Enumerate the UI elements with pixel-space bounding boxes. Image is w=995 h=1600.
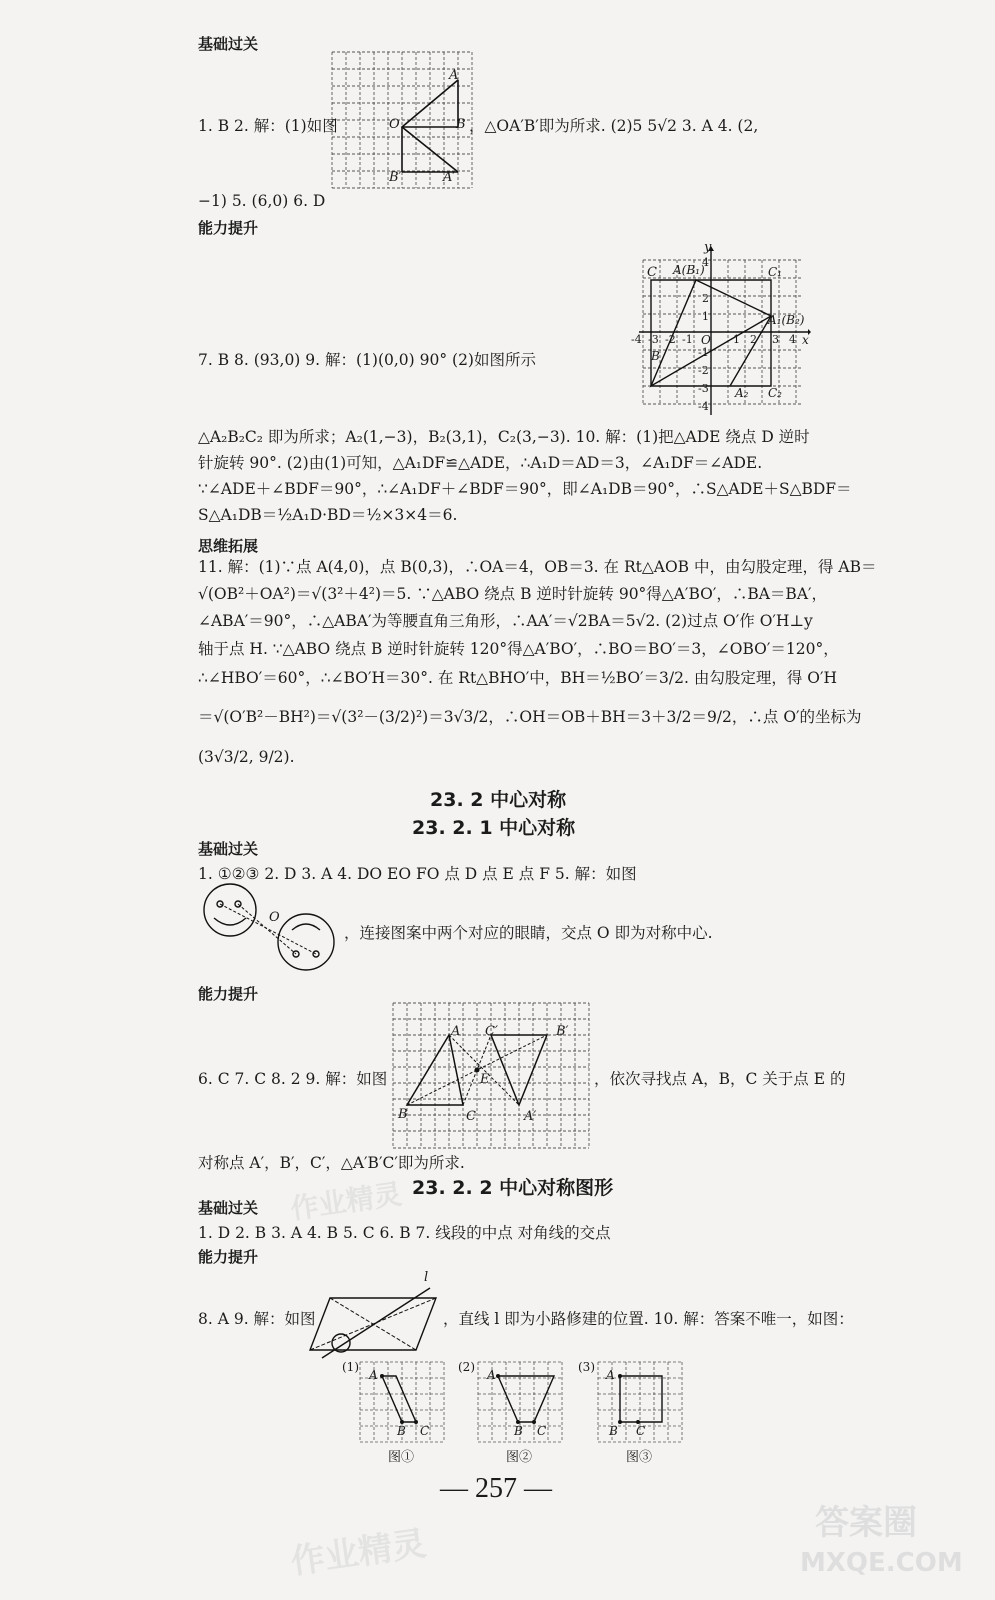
section-basic-2: 基础过关 — [198, 840, 259, 858]
section-title-23-2-2: 23. 2. 2 中心对称图形 — [412, 1177, 614, 1199]
fig1-label-o: O — [389, 117, 400, 132]
fig6-caption-2: 图② — [506, 1450, 533, 1465]
answer-line-2: −1) 5. (6,0) 6. D — [198, 192, 326, 210]
fig6-3-label-c: C — [636, 1424, 646, 1438]
fig6-2-label-a: A — [487, 1368, 496, 1382]
answer-line-13: ＝√(O′B²－BH²)＝√(3²－(3/2)²)＝3√3/2，∴OH＝OB＋BH＝3＋3/2＝9/2，∴点 O′的坐标为 — [198, 708, 862, 726]
fig4-label-a-prime: A′ — [524, 1109, 537, 1124]
answer-line-1: 1. B 2. 解：(1)如图 — [198, 117, 338, 135]
answer-line-20: 8. A 9. 解：如图 — [198, 1310, 316, 1328]
fig2-xtick: -4 — [631, 333, 642, 346]
fig2-ytick: -4 — [698, 400, 709, 413]
fig2-axis-x: x — [802, 333, 809, 347]
section-ability-2: 能力提升 — [198, 985, 259, 1003]
answer-line-17: 6. C 7. C 8. 2 9. 解：如图 — [198, 1070, 388, 1088]
section-ability-1: 能力提升 — [198, 219, 259, 237]
answer-line-5: 针旋转 90°. (2)由(1)可知，△A₁DF≌△ADE，∴A₁D＝AD＝3，∠A₁DF＝∠ADE. — [198, 454, 763, 472]
fig4-label-a: A — [451, 1024, 461, 1039]
fig4-label-c-prime: C′ — [485, 1024, 498, 1039]
fig6-caption-1: 图① — [388, 1450, 415, 1465]
fig2-label-c2: C₂ — [768, 386, 782, 400]
answer-line-14: (3√3/2, 9/2). — [198, 748, 295, 766]
answer-line-1b: ，△OA′B′即为所求. (2)5 5√2 3. A 4. (2, — [469, 117, 759, 135]
fig2-xtick: 4 — [789, 333, 796, 346]
fig2-ytick: 4 — [702, 256, 709, 269]
watermark-1: 作业精灵 — [288, 1177, 404, 1226]
fig2-ytick: -3 — [698, 382, 709, 395]
fig2-ytick: -2 — [698, 364, 709, 377]
fig2-label-c1: C₁ — [768, 265, 782, 279]
answer-line-18: 对称点 A′，B′，C′，△A′B′C′即为所求. — [198, 1154, 465, 1172]
fig6-2-label-c: C — [537, 1424, 547, 1438]
fig2-axis-y: y — [704, 240, 712, 255]
answer-line-17b: ，依次寻找点 A，B，C 关于点 E 的 — [594, 1070, 846, 1088]
section-title-23-2-1: 23. 2. 1 中心对称 — [412, 817, 576, 839]
answer-line-8: 11. 解：(1)∵点 A(4,0)，点 B(0,3)，∴OA＝4，OB＝3. 在 Rt△AOB 中，由勾股定理，得 AB＝ — [198, 558, 877, 576]
section-basic-1: 基础过关 — [198, 35, 259, 53]
answer-line-12: ∴∠HBO′＝60°，∴∠BO′H＝30°. 在 Rt△BHO′中，BH＝½BO′＝3/2. 由勾股定理，得 O′H — [198, 669, 838, 687]
fig2-ytick: 1 — [702, 310, 709, 323]
fig1-label-a: A — [449, 68, 459, 83]
fig2-label-o: O — [701, 333, 711, 347]
fig6-3-label-a: A — [606, 1368, 615, 1382]
fig2-ytick: -1 — [698, 346, 709, 359]
answer-line-6: ∵∠ADE＋∠BDF＝90°，∴∠A₁DF＋∠BDF＝90°，即∠A₁DB＝90°，∴S△ADE＋S△BDF＝ — [198, 480, 852, 498]
fig2-label-a1-b2: A₁(B₂) — [768, 313, 805, 327]
fig2-label-c: C — [647, 265, 657, 280]
fig6-1-label-c: C — [420, 1424, 430, 1438]
fig2-label-a2: A₂ — [735, 386, 749, 400]
figure-parallelogram-line — [308, 1278, 440, 1358]
watermark-logo-bottom: MXQE.COM — [800, 1548, 963, 1578]
section-basic-3: 基础过关 — [198, 1199, 259, 1217]
answer-line-7: S△A₁DB＝½A₁D·BD＝½×3×4＝6. — [198, 506, 458, 524]
answer-line-20b: ，直线 l 即为小路修建的位置. 10. 解：答案不唯一，如图： — [443, 1310, 854, 1328]
answer-line-16: ，连接图案中两个对应的眼睛，交点 O 即为对称中心. — [344, 924, 713, 942]
fig6-1-label-a: A — [369, 1368, 378, 1382]
figure-smiley-faces — [200, 882, 340, 974]
answer-line-4: △A₂B₂C₂ 即为所求；A₂(1,−3)，B₂(3,1)，C₂(3,−3). 10. 解：(1)把△ADE 绕点 D 逆时 — [198, 428, 810, 446]
answer-line-3: 7. B 8. (93,0) 9. 解：(1)(0,0) 90° (2)如图所示 — [198, 351, 536, 369]
fig6-tag-1: (1) — [342, 1360, 359, 1374]
fig1-label-a-prime: A′ — [443, 170, 456, 185]
fig1-label-b: B — [456, 117, 466, 132]
fig2-xtick: -2 — [665, 333, 676, 346]
fig2-label-a-b1: A(B₁) — [673, 263, 705, 277]
fig2-xtick: 1 — [733, 333, 740, 346]
fig4-label-b: B — [398, 1107, 408, 1122]
fig4-label-c: C — [466, 1109, 476, 1124]
page-number: — 257 — — [440, 1473, 552, 1504]
answer-line-11: 轴于点 H. ∵△ABO 绕点 B 逆时针旋转 120°得△A′BO′，∴BO＝BO′＝3，∠OBO′＝120°， — [198, 640, 839, 658]
fig5-label-l: l — [424, 1270, 429, 1285]
fig6-caption-3: 图③ — [626, 1450, 653, 1465]
fig6-1-label-b: B — [397, 1424, 406, 1438]
section-thinking: 思维拓展 — [198, 537, 259, 555]
fig2-xtick: -1 — [682, 333, 693, 346]
section-title-23-2: 23. 2 中心对称 — [430, 789, 567, 811]
fig2-ytick: 2 — [702, 292, 709, 305]
fig2-xtick: -3 — [648, 333, 659, 346]
fig2-xtick: 3 — [772, 333, 779, 346]
fig2-xtick: 2 — [750, 333, 757, 346]
fig2-label-b: B — [651, 349, 660, 363]
fig4-label-e: E — [480, 1072, 490, 1087]
watermark-2: 作业精灵 — [288, 1523, 429, 1583]
answer-line-9: √(OB²＋OA²)＝√(3²＋4²)＝5. ∵△ABO 绕点 B 逆时针旋转 90°得△A′BO′，∴BA＝BA′， — [198, 585, 828, 603]
fig1-label-b-prime: B′ — [389, 170, 402, 185]
answer-line-15: 1. ①②③ 2. D 3. A 4. DO EO FO 点 D 点 E 点 F 5. 解：如图 — [198, 865, 637, 883]
watermark-logo-top: 答案圈 — [815, 1503, 917, 1543]
fig3-label-o: O — [269, 910, 280, 925]
section-ability-3: 能力提升 — [198, 1248, 259, 1266]
fig6-3-label-b: B — [609, 1424, 618, 1438]
answer-line-10: ∠ABA′＝90°，∴△ABA′为等腰直角三角形，∴AA′＝√2BA＝5√2. (2)过点 O′作 O′H⊥y — [198, 612, 813, 630]
fig6-tag-3: (3) — [578, 1360, 595, 1374]
fig6-2-label-b: B — [514, 1424, 523, 1438]
fig6-tag-2: (2) — [458, 1360, 475, 1374]
fig4-label-b-prime: B′ — [556, 1024, 569, 1039]
answer-line-19: 1. D 2. B 3. A 4. B 5. C 6. B 7. 线段的中点 对角线的交点 — [198, 1224, 611, 1242]
